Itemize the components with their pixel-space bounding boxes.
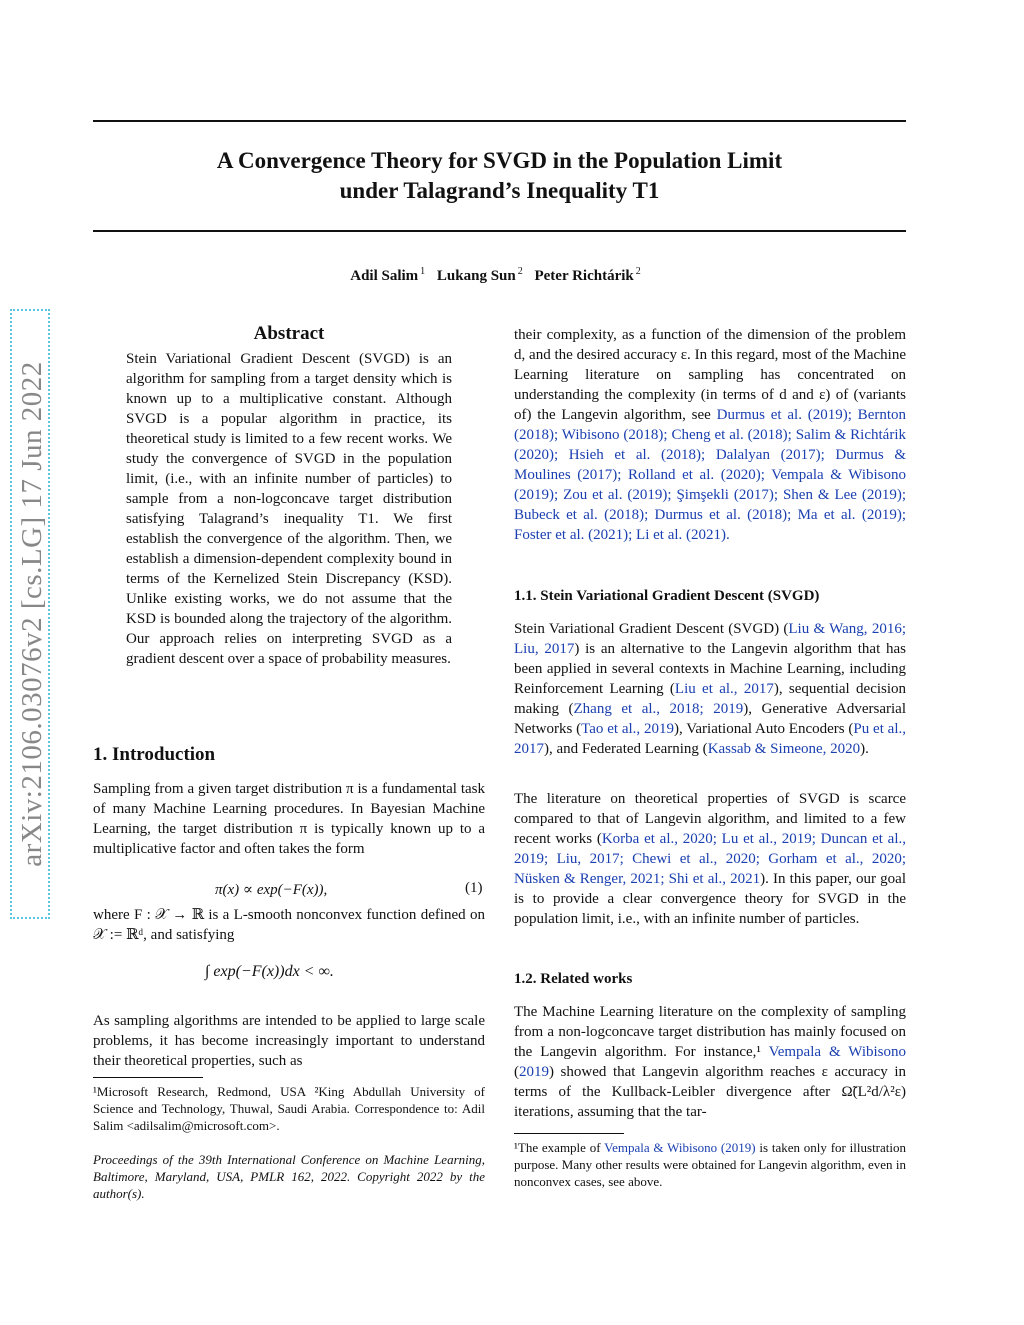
author-affiliation: 1 — [420, 266, 426, 277]
citation-link[interactable]: Pu et al., 2017 — [514, 721, 906, 757]
paragraph-text-run: their complexity, as a function of the dimension of the problem d, and the desired accuracy ε. In this regard, most of the Machine Learning literature on sampling has concentrated on understanding the complexity (in terms of d and ε) of (variants of) the Langevin algorithm, see — [514, 327, 906, 423]
citation-link[interactable]: Kassab & Simeone, 2020 — [707, 741, 861, 757]
citation-link[interactable]: Liu & Wang, 2016; Liu, 2017 — [514, 621, 906, 657]
equation-number-1: (1) — [465, 880, 483, 896]
author-affiliation: 2 — [635, 266, 641, 277]
author-name: Lukang Sun — [436, 268, 516, 284]
text-run: ), Variational Auto Encoders ( — [673, 721, 854, 737]
arxiv-identifier[interactable]: arXiv:2106.03076v2 [cs.LG] 17 Jun 2022 — [10, 309, 50, 919]
text-run: The literature on theoretical properties of SVGD is scarce compared to that of Langevin algorithm, and limited to a few recent works ( — [514, 791, 906, 847]
text-run: Stein Variational Gradient Descent (SVGD) ( — [514, 621, 789, 637]
footnote-rule-right — [514, 1133, 624, 1134]
text-run: ), Generative Adversarial Networks ( — [514, 701, 906, 737]
paragraph-text: Sampling from a given target distribution π is a fundamental task of many Machine Learning procedures. In Bayesian Machine Learning, the target distribution π is typically known up to a multiplicative factor and often takes the form — [93, 781, 485, 857]
intro-paragraph-1 — [93, 779, 485, 859]
citation-link[interactable]: Korba et al., 2020; Lu et al., 2019; Duncan et al., 2019; Liu, 2017; Chewi et al., 2020; Gorham et al., 2020; Nüsken & Renger, 2021; Shi et al., 2021 — [514, 831, 907, 887]
abstract-body — [126, 349, 452, 669]
text-run: ), sequential decision making ( — [514, 681, 907, 717]
text-run: ), and Federated Learning ( — [544, 741, 708, 757]
paragraph-text: As sampling algorithms are intended to be applied to large scale problems, it has become increasingly important to understand their theoretical properties, such as — [93, 1013, 485, 1069]
text-run: ) is an alternative to the Langevin algorithm that has been applied in several contexts in Machine Learning, including Reinforcement Learning ( — [514, 641, 906, 697]
footnote-1 — [514, 1139, 906, 1190]
citation-link[interactable]: Tao et al., 2019 — [581, 721, 674, 737]
top-rule — [93, 120, 906, 122]
citation-link[interactable]: Vempala & Wibisono (2019) — [604, 1140, 756, 1155]
footnote-rule-left — [93, 1077, 203, 1078]
title-line-1: A Convergence Theory for SVGD in the Population Limit — [216, 148, 783, 173]
title-line-2: under Talagrand’s Inequality T1 — [339, 178, 660, 203]
citation-link[interactable]: Zhang et al., 2018; 2019 — [573, 701, 744, 717]
text-run: ) showed that Langevin algorithm reaches ε accuracy in terms of the Kullback-Leibler divergence after Ω̃(L²d/λ²ε) iterations, assuming that the tar- — [514, 1064, 906, 1120]
author-name: Peter Richtárik — [534, 268, 634, 284]
text-run: ¹The example of — [514, 1140, 605, 1155]
rich-text — [514, 1002, 906, 1122]
proceedings-note: Proceedings of the 39th International Conference on Machine Learning, Baltimore, Maryland, USA, PMLR 162, 2022. Copyright 2022 by the author(s). — [93, 1152, 485, 1201]
author-affiliation: 2 — [517, 266, 523, 277]
intro-paragraph-3 — [93, 1011, 485, 1071]
author-name: Adil Salim — [350, 268, 419, 284]
text-run: ). In this paper, our goal is to provide a clear convergence theory for SVGD in the population limit, i.e., with an infinite number of particles. — [514, 871, 906, 927]
text-run: The Machine Learning literature on the complexity of sampling from a non-logconcave target distribution has mainly focused on the Langevin algorithm. For instance,¹ — [514, 1004, 906, 1060]
section-heading-svgd: 1.1. Stein Variational Gradient Descent (SVGD) — [514, 588, 820, 604]
text-run: ( — [514, 1064, 519, 1080]
paragraph-text: where F : 𝒳 → ℝ is a L-smooth nonconvex function defined on 𝒳 := ℝᵈ, and satisfying — [93, 907, 485, 943]
affiliation-footnote: ¹Microsoft Research, Redmond, USA ²King Abdullah University of Science and Technology, Thuwal, Saudi Arabia. Correspondence to: Adil Salim <adilsalim@microsoft.com>. — [93, 1084, 485, 1133]
section-heading-related-works: 1.2. Related works — [514, 971, 633, 987]
abstract-heading: Abstract — [253, 323, 325, 344]
equation-2: ∫ exp(−F(x))dx < ∞. — [205, 963, 334, 980]
section-heading-introduction: 1. Introduction — [93, 744, 216, 765]
related-paragraph-1 — [514, 325, 906, 545]
citation-list[interactable]: Durmus et al. (2019); Bernton (2018); Wibisono (2018); Cheng et al. (2018); Salim & Richtárik (2020); Hsieh et al. (2018); Dalalyan (2017); Durmus & Moulines (2017); Rolland et al. (2020); Vempala & Wibisono (2019); Zou et al. (2019); Şimşekli (2017); Shen & Lee (2019); Bubeck et al. (2018); Durmus et al. (2018); Ma et al. (2019); Foster et al. (2021); Li et al. (2021). — [514, 407, 907, 543]
paper-title — [93, 146, 906, 206]
title-bottom-rule — [93, 230, 906, 232]
citation-link[interactable]: 2019 — [519, 1064, 549, 1080]
citation-link[interactable]: Vempala & Wibisono — [768, 1044, 906, 1060]
rich-text — [514, 619, 906, 759]
rich-text — [514, 789, 906, 929]
citation-link[interactable]: Liu et al., 2017 — [674, 681, 774, 697]
text-run: is taken only for illustration purpose. Many other results were obtained for Langevin algorithm, even in nonconvex cases, see above. — [514, 1140, 906, 1189]
abstract-text: Stein Variational Gradient Descent (SVGD) is an algorithm for sampling from a target density which is known up to a multiplicative constant. Although SVGD is a popular algorithm in practice, its theoretical study is limited to a few recent works. We study the convergence of SVGD in the population limit, (i.e., with an infinite number of particles) to sample from a non-logconcave target distribution satisfying Talagrand’s inequality T1. We first establish the convergence of the algorithm. Then, we establish a dimension-dependent complexity bound in terms of the Kernelized Stein Discrepancy (KSD). Unlike existing works, we do not assume that the KSD is bounded along the trajectory of the algorithm. Our approach relies on interpreting SVGD as a gradient descent over a space of probability measures. — [126, 351, 452, 667]
svgd-paragraph-1 — [514, 619, 906, 759]
intro-paragraph-2 — [93, 905, 485, 945]
text-run: ). — [860, 741, 869, 757]
author-list — [93, 266, 906, 285]
equation-1: π(x) ∝ exp(−F(x)), — [215, 882, 328, 898]
related-works-paragraph — [514, 1002, 906, 1122]
rich-text — [514, 1140, 906, 1189]
svgd-paragraph-2 — [514, 789, 906, 929]
paragraph-text — [514, 325, 906, 545]
